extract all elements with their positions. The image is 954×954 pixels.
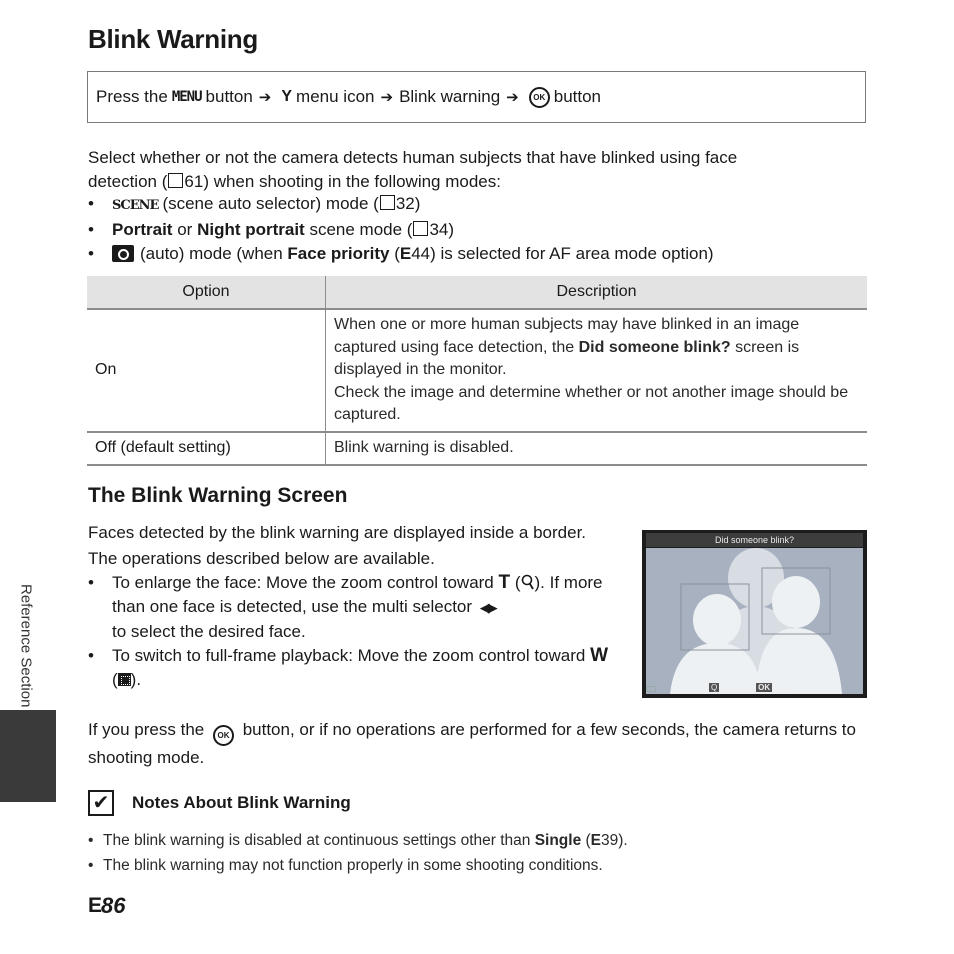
arrow-icon: ➔ <box>258 89 272 106</box>
list-item: • Portrait or Night portrait scene mode ( 34) <box>88 218 868 242</box>
paragraph: The operations described below are available. <box>88 549 435 568</box>
wrench-icon: Y <box>281 88 293 105</box>
monitor-header: Did someone blink? <box>646 533 863 547</box>
exit-label: Exit <box>774 683 788 692</box>
table-row <box>87 309 867 432</box>
path-item: Blink warning <box>399 87 501 106</box>
monitor-image <box>646 548 863 694</box>
page-title: Blink Warning <box>88 24 258 54</box>
path-button-text: button <box>205 87 253 106</box>
page-ref-number: 61 <box>184 172 204 191</box>
section-heading: The Blink Warning Screen <box>88 484 348 507</box>
bullet-icon: • <box>88 646 94 665</box>
arrow-icon: ➔ <box>506 89 519 106</box>
blink-screen-text <box>88 521 618 692</box>
battery-icon <box>646 686 656 692</box>
column-header-description: Description <box>326 276 868 309</box>
list-item: • The blink warning is disabled at continuous settings other than Single (E39). <box>88 828 868 853</box>
option-cell: On <box>87 309 326 432</box>
path-menu-icon-text: menu icon <box>296 87 375 106</box>
list-item: • SCENE (scene auto selector) mode ( 32) <box>88 192 868 218</box>
bullet-icon: • <box>88 832 94 849</box>
section-side-label: Reference Section <box>17 584 35 708</box>
scene-auto-icon: SCENE <box>112 198 159 213</box>
option-cell: Off (default setting) <box>87 432 326 465</box>
notes-list <box>88 828 868 878</box>
page-ref-icon <box>380 195 395 210</box>
left-right-arrows-icon: ◀▶ <box>479 600 496 615</box>
list-item: • To switch to full-frame playback: Move the zoom control toward W ( ). <box>88 644 618 692</box>
description-cell: When one or more human subjects may have blinked in an image captured using face detection, the Did someone blink? screen is displayed in the monitor. Check the image and determine whether or not another image should be captured. <box>326 309 868 432</box>
monitor-footer <box>709 681 787 694</box>
bullet-icon: • <box>88 857 94 874</box>
notes-heading: ✔ Notes About Blink Warning <box>88 790 351 816</box>
path-suffix: button <box>553 87 602 106</box>
intro-line2: detection ( 61) when shooting in the following modes: <box>88 172 501 191</box>
zoom-in-label: Zoom in <box>721 683 751 692</box>
menu-path-box <box>87 71 866 123</box>
ok-icon: OK <box>758 683 771 692</box>
path-prefix: Press the <box>96 87 168 106</box>
column-header-option: Option <box>87 276 326 309</box>
section-tab-marker <box>0 710 56 802</box>
paragraph: Faces detected by the blink warning are displayed inside a border. <box>88 523 587 542</box>
list-item: • (auto) mode (when Face priority (E44) is selected for AF area mode option) <box>88 242 868 266</box>
intro-line1: Select whether or not the camera detects human subjects that have blinked using face <box>88 148 738 167</box>
intro-paragraph <box>88 146 848 194</box>
table-header-row <box>87 276 867 309</box>
list-item: • To enlarge the face: Move the zoom control toward T ( ). If more than one face is detected, use the multi selector ◀▶ to select the desired face. <box>88 571 618 644</box>
camera-icon <box>112 245 134 262</box>
camera-monitor-illustration <box>642 530 867 698</box>
page-ref-icon <box>168 173 183 188</box>
magnifier-icon <box>521 573 535 592</box>
arrow-icon: ➔ <box>380 89 394 106</box>
page-number: E 86 <box>88 893 126 918</box>
ok-button-icon: OK <box>213 725 234 746</box>
mode-list <box>88 192 868 266</box>
description-cell: Blink warning is disabled. <box>326 432 868 465</box>
bullet-icon: • <box>88 244 94 263</box>
wide-icon: W <box>590 645 609 666</box>
check-icon: ✔ <box>88 790 114 816</box>
e-ref-icon: E <box>399 244 412 263</box>
zoom-in-icon: Q <box>711 683 718 692</box>
ok-button-icon: OK <box>529 87 550 108</box>
tele-icon: T <box>498 572 511 593</box>
bullet-icon: • <box>88 194 94 213</box>
list-item: • The blink warning may not function properly in some shooting conditions. <box>88 853 868 878</box>
options-table <box>87 276 867 466</box>
bullet-icon: • <box>88 220 94 239</box>
menu-button-icon: MENU <box>171 89 202 105</box>
e-ref-icon: E <box>590 832 602 849</box>
tail-paragraph: If you press the OK button, or if no operations are performed for a few seconds, the camera returns to shooting mode. <box>88 720 856 767</box>
e-ref-icon: E <box>88 894 101 917</box>
page-ref-icon <box>413 221 428 236</box>
bullet-icon: • <box>88 573 94 592</box>
thumbnail-icon <box>118 673 131 686</box>
table-row <box>87 432 867 465</box>
